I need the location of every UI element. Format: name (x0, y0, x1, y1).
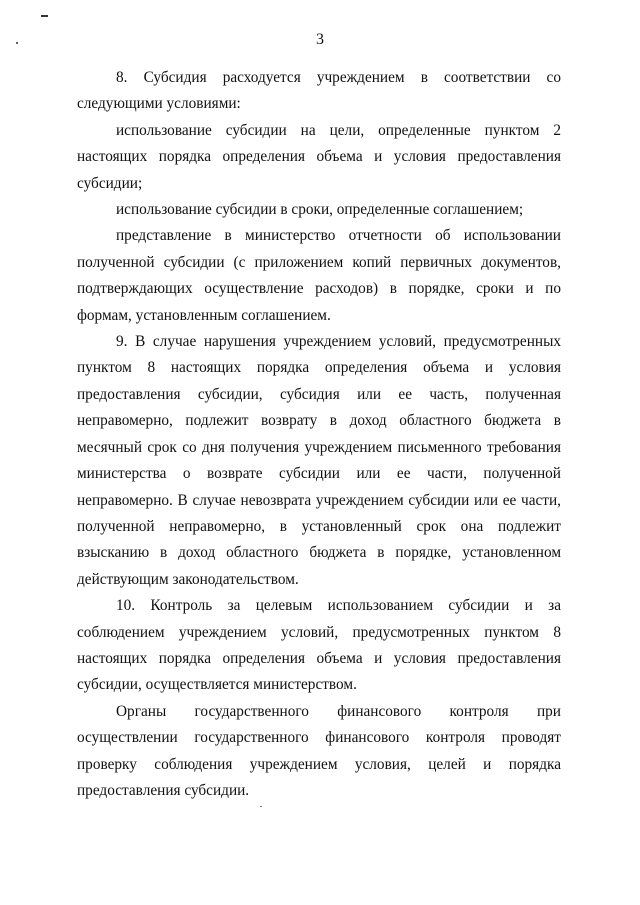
paragraph-item-9: 9. В случае нарушения учреждением условий, предусмотренных пунктом 8 настоящих порядка определения объема и условия предоставления субсидии, субсидия или ее часть, полученная неправомерно, подлежит возврату в доход областного бюджета в месячный срок со дня получения учреждением письменного требования министерства о возврате субсидии или ее части, полученной неправомерно. В случае невозврата учреждением субсидии или ее части, полученной неправомерно, в установленный срок она подлежит взысканию в доход областного бюджета в порядке, установленном действующим законодательством. (77, 333, 561, 588)
scan-mark-dash (41, 15, 48, 17)
scan-mark-dot-bottom (260, 806, 262, 807)
paragraph-control-bodies: Органы государственного финансового контроля при осуществлении государственного финансового контроля проводят проверку соблюдения учреждением условия, целей и порядка предоставления субсидии. (77, 702, 561, 799)
paragraph-condition-purpose: использование субсидии на цели, определенные пунктом 2 настоящих порядка определения объема и условия предоставления субсидии; (77, 121, 561, 192)
paragraph-item-8-intro: 8. Субсидия расходуется учреждением в соответствии со следующими условиями: (77, 69, 561, 113)
document-body (77, 65, 561, 804)
page-number: 3 (316, 31, 324, 48)
paragraph-condition-reporting: представление в министерство отчетности об использовании полученной субсидии (с приложением копий первичных документов, подтверждающих осуществление расходов) в порядке, сроки и по формам, установленным соглашением. (77, 227, 561, 324)
paragraph-condition-terms: использование субсидии в сроки, определенные соглашением; (116, 201, 524, 219)
paragraph-item-10: 10. Контроль за целевым использованием субсидии и за соблюдением учреждением условий, предусмотренных пунктом 8 настоящих порядка определения объема и условия предоставления субсидии, осуществляется министерством. (77, 597, 561, 694)
